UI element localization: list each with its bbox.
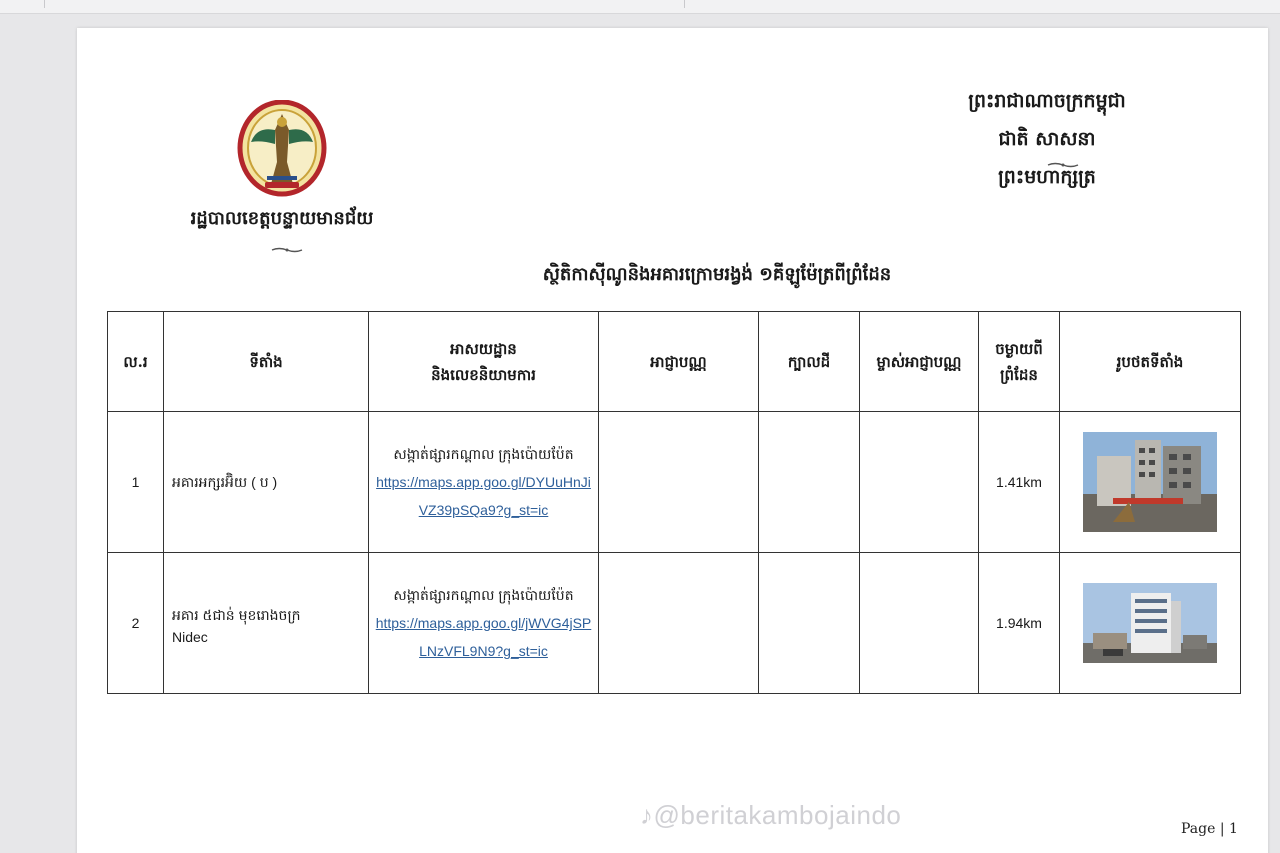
col-header-distance-line2: ព្រំដែន [1000, 365, 1038, 384]
location-name-sub: Nidec [172, 629, 208, 645]
col-header-owner: ម្ចាស់អាជ្ញាបណ្ណ [860, 312, 979, 412]
ornament-divider-icon [271, 246, 303, 254]
document-title: ស្ថិតិកាស៊ីណូនិងអគារក្រោមរង្វង់ ១គីឡូម៉ែត្រពីព្រំដែន [542, 264, 892, 285]
tiktok-icon: ♪ [640, 800, 654, 830]
toolbar-divider [684, 0, 685, 8]
col-header-address-line2: និងលេខនិយាមការ [431, 365, 536, 384]
owner-cell [860, 553, 979, 694]
col-header-address-line1: អាសយដ្ឋាន [450, 339, 517, 358]
location-name-text: អគារអក្សរអ៊ិយ ( ប ) [172, 474, 278, 490]
map-link[interactable]: https://maps.app.goo.gl/DYUuHnJiVZ39pSQa9?g_st=ic [376, 474, 591, 518]
building-photo-icon [1083, 432, 1217, 532]
land-cell [759, 412, 860, 553]
photo-cell [1060, 412, 1241, 553]
distance-cell: 1.41km [979, 412, 1060, 553]
watermark-text: @beritakambojaindo [653, 800, 902, 830]
watermark [640, 800, 901, 831]
viewer-toolbar [0, 0, 1280, 14]
building-photo-icon [1083, 583, 1217, 663]
table-row [108, 553, 1241, 694]
address-cell [369, 553, 599, 694]
toolbar-divider [44, 0, 45, 8]
kingdom-line-1: ព្រះរាជាណាចក្រកម្ពុជា [968, 90, 1126, 112]
license-cell [599, 553, 759, 694]
col-header-license: អាជ្ញាបណ្ណ [599, 312, 759, 412]
ornament-divider-icon [1047, 161, 1079, 169]
location-name [164, 412, 369, 553]
location-name-text: អគារ ៥ជាន់ មុខរោងចក្រ [172, 607, 301, 623]
ministry-name: រដ្ឋបាលខេត្តបន្ទាយមានជ័យ [190, 208, 374, 229]
row-number: 2 [108, 553, 164, 694]
license-cell [599, 412, 759, 553]
page-number: Page | 1 [1181, 821, 1238, 837]
kingdom-motto [947, 82, 1147, 196]
distance-cell: 1.94km [979, 553, 1060, 694]
statistics-table [107, 311, 1241, 694]
royal-garuda-emblem-icon [237, 100, 327, 198]
address-text: សង្កាត់ផ្សារកណ្ដាល ក្រុងប៉ោយប៉ែត [393, 587, 574, 603]
photo-cell [1060, 553, 1241, 694]
col-header-distance-line1: ចម្ងាយពី [995, 339, 1043, 358]
address-text: សង្កាត់ផ្សារកណ្ដាល ក្រុងប៉ោយប៉ែត [393, 446, 574, 462]
row-number: 1 [108, 412, 164, 553]
table-header-row [108, 312, 1241, 412]
address-cell [369, 412, 599, 553]
map-link[interactable]: https://maps.app.goo.gl/jWVG4jSPLNzVFL9N9?g_st=ic [375, 615, 592, 659]
land-cell [759, 553, 860, 694]
col-header-no: ល.រ [108, 312, 164, 412]
col-header-land: ក្បាលដី [759, 312, 860, 412]
document-page [77, 28, 1268, 853]
kingdom-line-2: ជាតិ សាសនា ព្រះមហាក្សត្រ [998, 128, 1096, 188]
col-header-location: ទីតាំង [164, 312, 369, 412]
col-header-distance [979, 312, 1060, 412]
owner-cell [860, 412, 979, 553]
table-row [108, 412, 1241, 553]
location-name [164, 553, 369, 694]
col-header-photo: រូបថតទីតាំង [1060, 312, 1241, 412]
col-header-address [369, 312, 599, 412]
